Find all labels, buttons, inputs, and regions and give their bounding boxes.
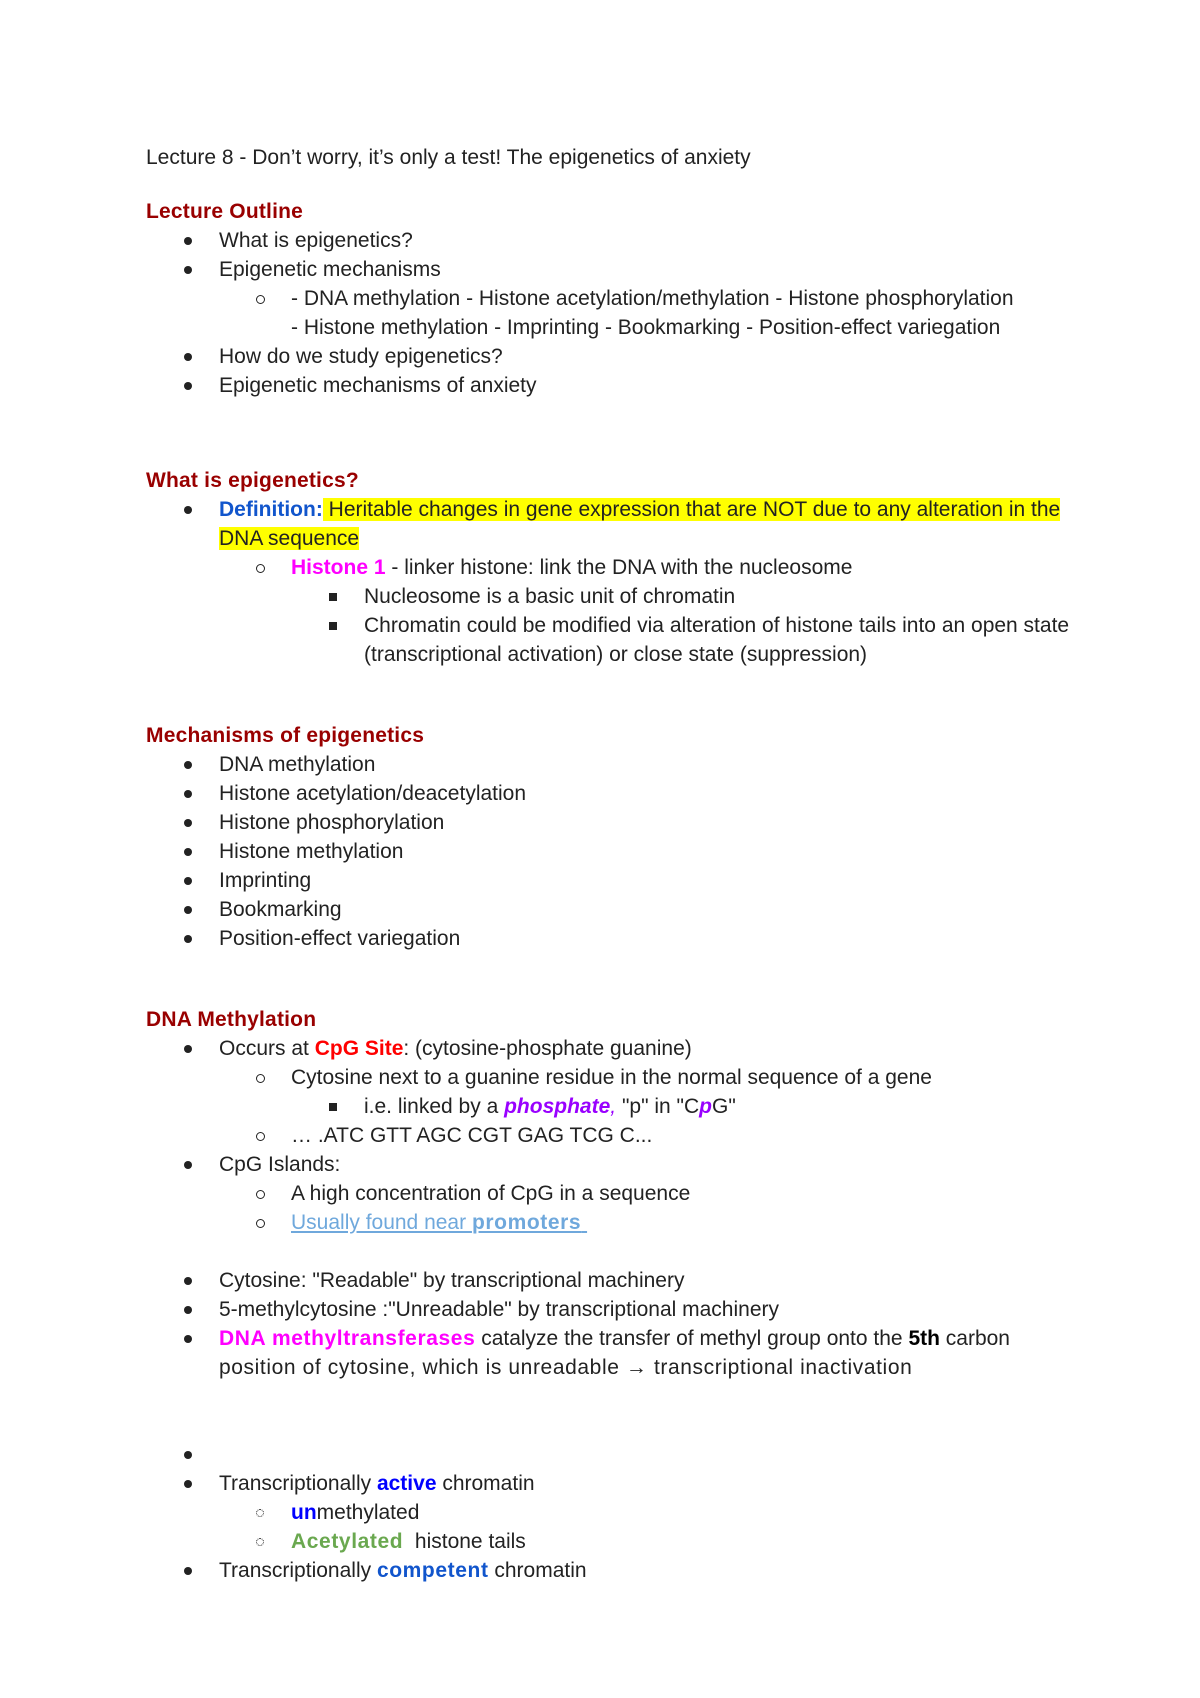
- bullet-icon: [184, 1306, 192, 1314]
- list-item: What is epigenetics?: [146, 226, 1096, 255]
- circle-bullet-icon: [256, 1219, 265, 1228]
- cpg-site-label: CpG Site: [314, 1037, 404, 1060]
- bullet-icon: [184, 353, 192, 361]
- definition-item: [146, 495, 1096, 553]
- bullet-icon: [184, 266, 192, 274]
- bullet-icon: [184, 1480, 192, 1488]
- list-item: Acetylated histone tails: [146, 1527, 1096, 1556]
- bullet-icon: [184, 790, 192, 798]
- list-item: Cytosine: "Readable" by transcriptional machinery: [146, 1266, 1096, 1295]
- list-item: Position-effect variegation: [146, 924, 1096, 953]
- bullet-icon: [184, 1161, 192, 1169]
- list-item: DNA methyltransferases catalyze the transfer of methyl group onto the 5th carbon: [146, 1324, 1096, 1353]
- bullet-icon: [184, 382, 192, 390]
- bullet-icon: [184, 819, 192, 827]
- list-item: i.e. linked by a phosphate, "p" in "CpG": [146, 1092, 1096, 1121]
- bullet-icon: [184, 1451, 192, 1459]
- list-item-continuation: - Histone methylation - Imprinting - Bookmarking - Position-effect variegation: [291, 316, 1001, 339]
- document-body: [146, 143, 1096, 1585]
- list-item: - DNA methylation - Histone acetylation/methylation - Histone phosphorylation: [146, 284, 1096, 313]
- outline-heading: Lecture Outline: [146, 200, 304, 223]
- histone-label: Histone 1: [291, 556, 386, 579]
- bullet-icon: [184, 848, 192, 856]
- list-item: Transcriptionally competent chromatin: [146, 1556, 1096, 1585]
- promoters-link[interactable]: Usually found near promoters: [291, 1211, 582, 1234]
- definition-label: Definition:: [219, 498, 323, 521]
- dna-methylation-heading: DNA Methylation: [146, 1008, 317, 1031]
- dnmt-term: DNA methyltransferases: [219, 1327, 476, 1350]
- list-item: 5-methylcytosine :"Unreadable" by transcriptional machinery: [146, 1295, 1096, 1324]
- bullet-icon: [184, 1335, 192, 1343]
- list-item-continuation: position of cytosine, which is unreadable → transcriptional inactivation: [219, 1356, 913, 1379]
- list-item: A high concentration of CpG in a sequence: [146, 1179, 1096, 1208]
- list-item: Epigenetic mechanisms of anxiety: [146, 371, 1096, 400]
- list-item: Histone 1 - linker histone: link the DNA with the nucleosome: [146, 553, 1096, 582]
- bullet-icon: [184, 1045, 192, 1053]
- circle-bullet-icon: [256, 1074, 265, 1083]
- bullet-icon: [184, 877, 192, 885]
- list-item: Nucleosome is a basic unit of chromatin: [146, 582, 1096, 611]
- bullet-icon: [184, 761, 192, 769]
- list-item: Cytosine next to a guanine residue in the normal sequence of a gene: [146, 1063, 1096, 1092]
- square-bullet-icon: [329, 622, 337, 630]
- list-item: [146, 1121, 1096, 1150]
- list-item: Transcriptionally active chromatin: [146, 1469, 1096, 1498]
- list-item: Histone methylation: [146, 837, 1096, 866]
- phosphate-term: phosphate: [504, 1095, 611, 1118]
- bullet-icon: [184, 506, 192, 514]
- square-bullet-icon: [329, 1103, 337, 1111]
- circle-bullet-icon: [256, 1132, 265, 1141]
- circle-bullet-icon: [256, 1190, 265, 1199]
- dotted-circle-bullet-icon: [256, 1509, 264, 1517]
- list-item: DNA methylation: [146, 750, 1096, 779]
- list-item: Histone phosphorylation: [146, 808, 1096, 837]
- list-item: CpG Islands:: [146, 1150, 1096, 1179]
- document-title: Lecture 8 - Don’t worry, it’s only a test! The epigenetics of anxiety: [146, 146, 751, 169]
- list-item: Imprinting: [146, 866, 1096, 895]
- list-item: Epigenetic mechanisms: [146, 255, 1096, 284]
- dna-sequence: … .ATC GTT AGC CGT GAG TCG C...: [291, 1124, 653, 1147]
- empty-list-item: [146, 1440, 1096, 1469]
- list-item: How do we study epigenetics?: [146, 342, 1096, 371]
- bullet-icon: [184, 237, 192, 245]
- list-item: Chromatin could be modified via alteration of histone tails into an open state (transcriptional activation) or close state (suppression): [146, 611, 1096, 669]
- circle-bullet-icon: [256, 295, 265, 304]
- list-item: Occurs at CpG Site: (cytosine-phosphate guanine): [146, 1034, 1096, 1063]
- mechanisms-heading: Mechanisms of epigenetics: [146, 724, 425, 747]
- list-item: Histone acetylation/deacetylation: [146, 779, 1096, 808]
- list-item: unmethylated: [146, 1498, 1096, 1527]
- dotted-circle-bullet-icon: [256, 1538, 264, 1546]
- list-item: Bookmarking: [146, 895, 1096, 924]
- what-is-heading: What is epigenetics?: [146, 469, 359, 492]
- bullet-icon: [184, 1277, 192, 1285]
- circle-bullet-icon: [256, 564, 265, 573]
- square-bullet-icon: [329, 593, 337, 601]
- bullet-icon: [184, 906, 192, 914]
- bullet-icon: [184, 1567, 192, 1575]
- definition-text: Heritable changes in gene expression that are NOT due to any alteration in the DNA sequence: [219, 498, 1061, 550]
- bullet-icon: [184, 935, 192, 943]
- list-item: [146, 1208, 1096, 1237]
